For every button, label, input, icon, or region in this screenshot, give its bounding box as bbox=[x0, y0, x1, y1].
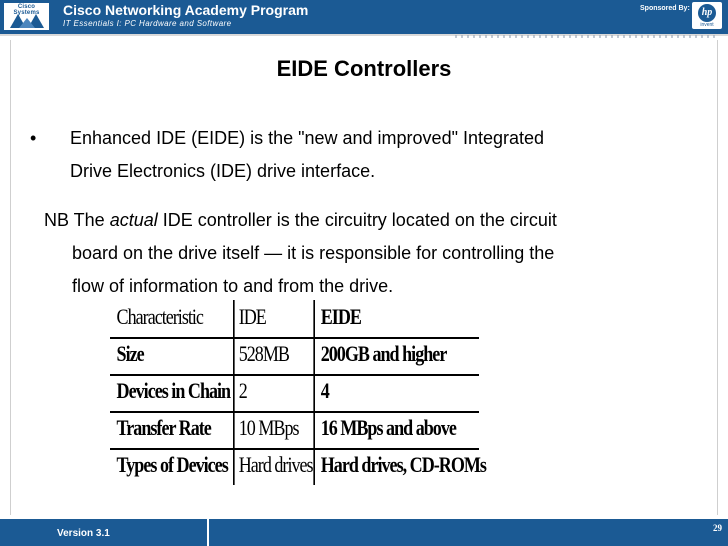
bullet-dot-icon: • bbox=[30, 128, 37, 148]
header-banner bbox=[0, 0, 728, 36]
nb-prefix: NB The bbox=[44, 210, 110, 230]
table-header-cell: Characteristic bbox=[116, 304, 203, 329]
bullet-point bbox=[30, 122, 680, 188]
cisco-bridge-icon bbox=[8, 12, 46, 28]
bullet-line: Enhanced IDE (EIDE) is the "new and improved" Integrated bbox=[70, 128, 545, 148]
cisco-logo bbox=[3, 2, 50, 31]
slide-title: EIDE Controllers bbox=[276, 56, 452, 81]
nb-emphasis: actual bbox=[109, 210, 158, 230]
table-cell: 10 MBps bbox=[238, 415, 299, 440]
page-number: 29 bbox=[713, 523, 722, 533]
nb-line-3: flow of information to and from the drive. bbox=[72, 276, 394, 296]
version-label: Version 3.1 bbox=[57, 528, 110, 539]
table-divider bbox=[233, 300, 235, 485]
nb-line-1 bbox=[44, 204, 694, 237]
decorative-dots bbox=[455, 35, 717, 38]
nb-line-2: board on the drive itself — it is responsible for controlling the bbox=[72, 243, 555, 263]
table-header-cell: EIDE bbox=[320, 304, 361, 329]
sponsored-by-label: Sponsored By: bbox=[640, 5, 690, 12]
table-cell: 2 bbox=[238, 378, 247, 403]
table-cell: Hard drives bbox=[238, 452, 313, 477]
table-rule bbox=[110, 374, 479, 376]
table-rule bbox=[110, 448, 479, 450]
table-header-cell: IDE bbox=[238, 304, 266, 329]
version-box bbox=[0, 519, 209, 546]
table-cell: Transfer Rate bbox=[116, 415, 211, 440]
table-cell: 200GB and higher bbox=[320, 341, 447, 366]
table-cell: 528MB bbox=[238, 341, 289, 366]
cisco-logo-brand: Cisco Systems bbox=[13, 4, 40, 16]
program-subtitle: IT Essentials I: PC Hardware and Software bbox=[63, 19, 232, 28]
table-cell: 4 bbox=[320, 378, 329, 403]
nb-line-1-rest: IDE controller is the circuitry located on the circuit bbox=[157, 210, 557, 230]
bullet-line: Drive Electronics (IDE) drive interface. bbox=[70, 161, 376, 181]
table-divider bbox=[313, 300, 315, 485]
table-rule bbox=[110, 337, 479, 339]
table-cell: Hard drives, CD-ROMs bbox=[320, 452, 486, 477]
hp-logo-mark: hp bbox=[698, 4, 716, 22]
right-border-line bbox=[717, 40, 718, 515]
nb-paragraph bbox=[44, 204, 694, 303]
table-cell: Types of Devices bbox=[116, 452, 228, 477]
program-title: Cisco Networking Academy Program bbox=[63, 2, 309, 18]
table-rule bbox=[110, 411, 479, 413]
hp-logo bbox=[692, 2, 722, 29]
table-cell: 16 MBps and above bbox=[320, 415, 456, 440]
left-border-line bbox=[10, 40, 11, 515]
footer-bar bbox=[0, 519, 728, 546]
table-cell: Devices in Chain bbox=[116, 378, 231, 403]
table-cell: Size bbox=[116, 341, 144, 366]
hp-logo-tagline: invent bbox=[700, 22, 714, 28]
